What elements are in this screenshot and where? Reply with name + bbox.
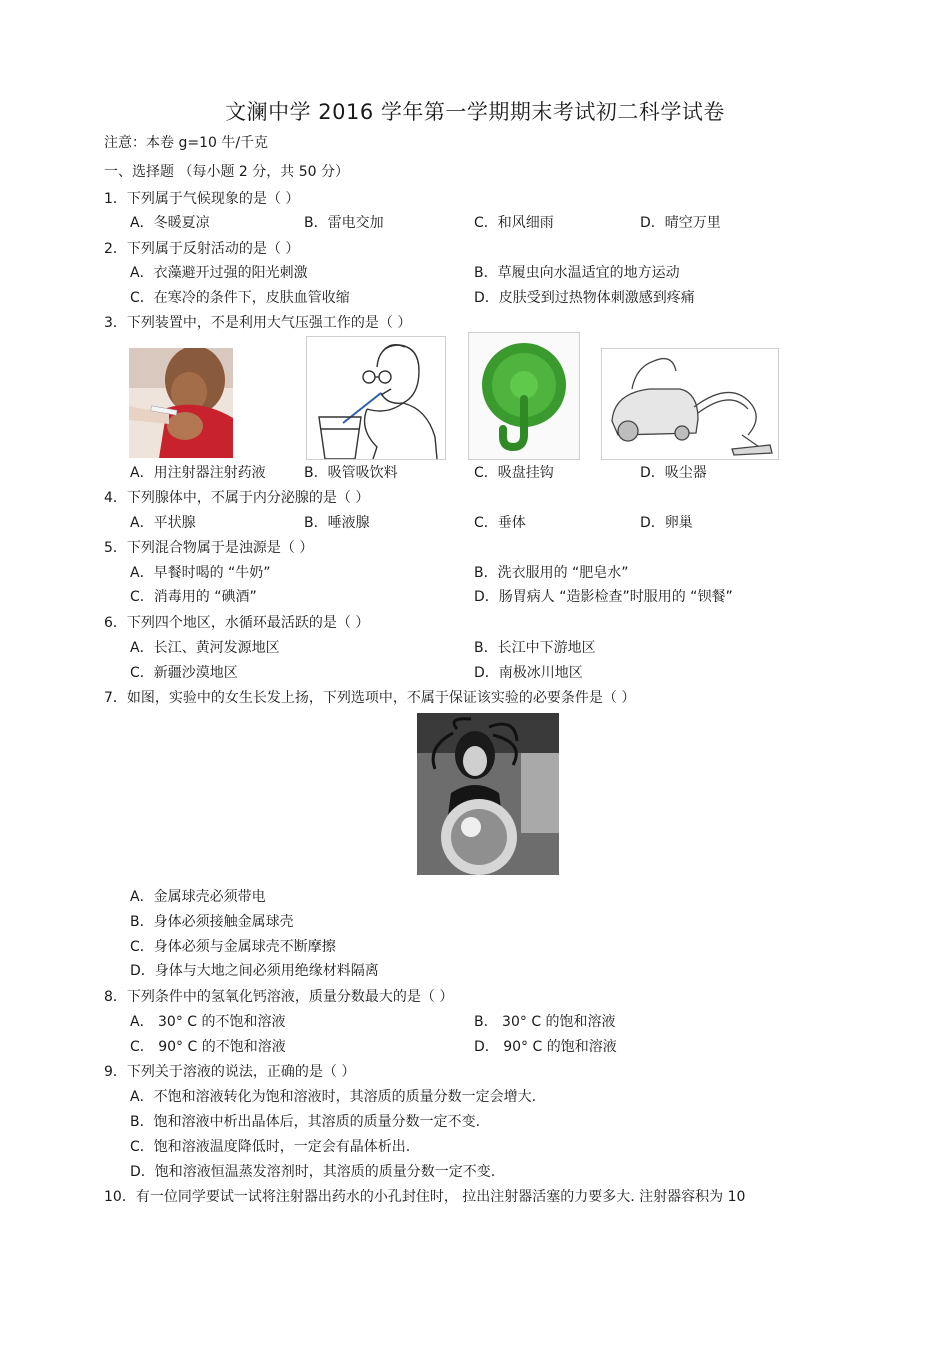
question-1-option-d: D．晴空万里 xyxy=(640,215,721,231)
vacuum-cleaner-illustration xyxy=(602,349,778,459)
question-4-option-a: A．平状腺 xyxy=(130,515,196,531)
question-3-option-a: A．用注射器注射药液 xyxy=(130,465,266,481)
question-8-stem: 8．下列条件中的氢氧化钙溶液，质量分数最大的是（ ） xyxy=(104,989,454,1005)
question-2-option-d: D．皮肤受到过热物体刺激感到疼痛 xyxy=(474,290,695,306)
question-1-stem: 1．下列属于气候现象的是（ ） xyxy=(104,191,300,207)
injection-photo xyxy=(129,348,233,458)
question-6-option-c: C．新疆沙漠地区 xyxy=(130,665,238,681)
question-5-option-b: B．洗衣服用的 “肥皂水” xyxy=(474,565,629,581)
question-6-option-b: B．长江中下游地区 xyxy=(474,640,596,656)
question-7-option-a: A．金属球壳必须带电 xyxy=(130,889,266,905)
question-9-stem: 9．下列关于溶液的说法，正确的是（ ） xyxy=(104,1064,356,1080)
question-3-option-c: C．吸盘挂钩 xyxy=(474,465,554,481)
section-heading: 一、选择题 （每小题 2 分，共 50 分） xyxy=(104,164,349,180)
injection-illustration xyxy=(129,348,233,458)
exam-note: 注意：本卷 g=10 牛/千克 xyxy=(104,135,269,151)
question-4-option-b: B．唾液腺 xyxy=(304,515,370,531)
question-6-option-d: D．南极冰川地区 xyxy=(474,665,583,681)
electrostatic-ball-photo xyxy=(417,713,559,875)
question-8-option-a: A． 30° C 的不饱和溶液 xyxy=(130,1014,286,1030)
question-7-option-b: B．身体必须接触金属球壳 xyxy=(130,914,294,930)
question-3-option-d: D．吸尘器 xyxy=(640,465,707,481)
question-5-option-c: C．消毒用的 “碘酒” xyxy=(130,589,257,605)
straw-drinking-drawing xyxy=(306,336,446,460)
exam-title: 文澜中学 2016 学年第一学期期末考试初二科学试卷 xyxy=(225,100,725,124)
question-2-stem: 2．下列属于反射活动的是（ ） xyxy=(104,241,300,257)
question-4-stem: 4．下列腺体中，不属于内分泌腺的是（ ） xyxy=(104,490,370,506)
question-9-option-b: B．饱和溶液中析出晶体后，其溶质的质量分数一定不变. xyxy=(130,1114,481,1130)
question-8-option-b: B． 30° C 的饱和溶液 xyxy=(474,1014,616,1030)
question-10-stem: 10．有一位同学要试一试将注射器出药水的小孔封住时， 拉出注射器活塞的力要多大. 注射器容积为 10 xyxy=(104,1189,746,1205)
suction-hook-illustration xyxy=(469,333,579,459)
straw-drinking-illustration xyxy=(307,337,445,459)
question-7-stem: 7．如图，实验中的女生长发上扬，下列选项中，不属于保证该实验的必要条件是（ ） xyxy=(104,690,636,706)
question-7-option-d: D．身体与大地之间必须用绝缘材料隔离 xyxy=(130,963,379,979)
question-3-option-b: B．吸管吸饮料 xyxy=(304,465,398,481)
question-9-option-a: A．不饱和溶液转化为饱和溶液时，其溶质的质量分数一定会增大. xyxy=(130,1089,537,1105)
question-8-option-c: C． 90° C 的不饱和溶液 xyxy=(130,1039,286,1055)
question-2-option-c: C．在寒冷的条件下，皮肤血管收缩 xyxy=(130,290,350,306)
question-9-option-d: D．饱和溶液恒温蒸发溶剂时，其溶质的质量分数一定不变. xyxy=(130,1164,496,1180)
question-3-stem: 3．下列装置中，不是利用大气压强工作的是（ ） xyxy=(104,315,412,331)
question-9-option-c: C．饱和溶液温度降低时，一定会有晶体析出. xyxy=(130,1139,411,1155)
question-6-stem: 6．下列四个地区，水循环最活跃的是（ ） xyxy=(104,615,370,631)
question-5-option-a: A．早餐时喝的 “牛奶” xyxy=(130,565,271,581)
question-1-option-a: A．冬暖夏凉 xyxy=(130,215,210,231)
vacuum-cleaner-drawing xyxy=(601,348,779,460)
suction-hook-photo xyxy=(468,332,580,460)
question-2-option-a: A．衣藻避开过强的阳光刺激 xyxy=(130,265,308,281)
question-4-option-d: D．卵巢 xyxy=(640,515,693,531)
electrostatic-ball-illustration xyxy=(417,713,559,875)
question-2-option-b: B．草履虫向水温适宜的地方运动 xyxy=(474,265,680,281)
question-4-option-c: C．垂体 xyxy=(474,515,526,531)
question-8-option-d: D． 90° C 的饱和溶液 xyxy=(474,1039,617,1055)
question-5-stem: 5．下列混合物属于是浊源是（ ） xyxy=(104,540,314,556)
question-5-option-d: D．肠胃病人 “造影检查”时服用的 “钡餐” xyxy=(474,589,733,605)
question-7-option-c: C．身体必须与金属球壳不断摩擦 xyxy=(130,939,336,955)
question-1-option-b: B．雷电交加 xyxy=(304,215,384,231)
question-1-option-c: C．和风细雨 xyxy=(474,215,554,231)
question-6-option-a: A．长江、黄河发源地区 xyxy=(130,640,280,656)
